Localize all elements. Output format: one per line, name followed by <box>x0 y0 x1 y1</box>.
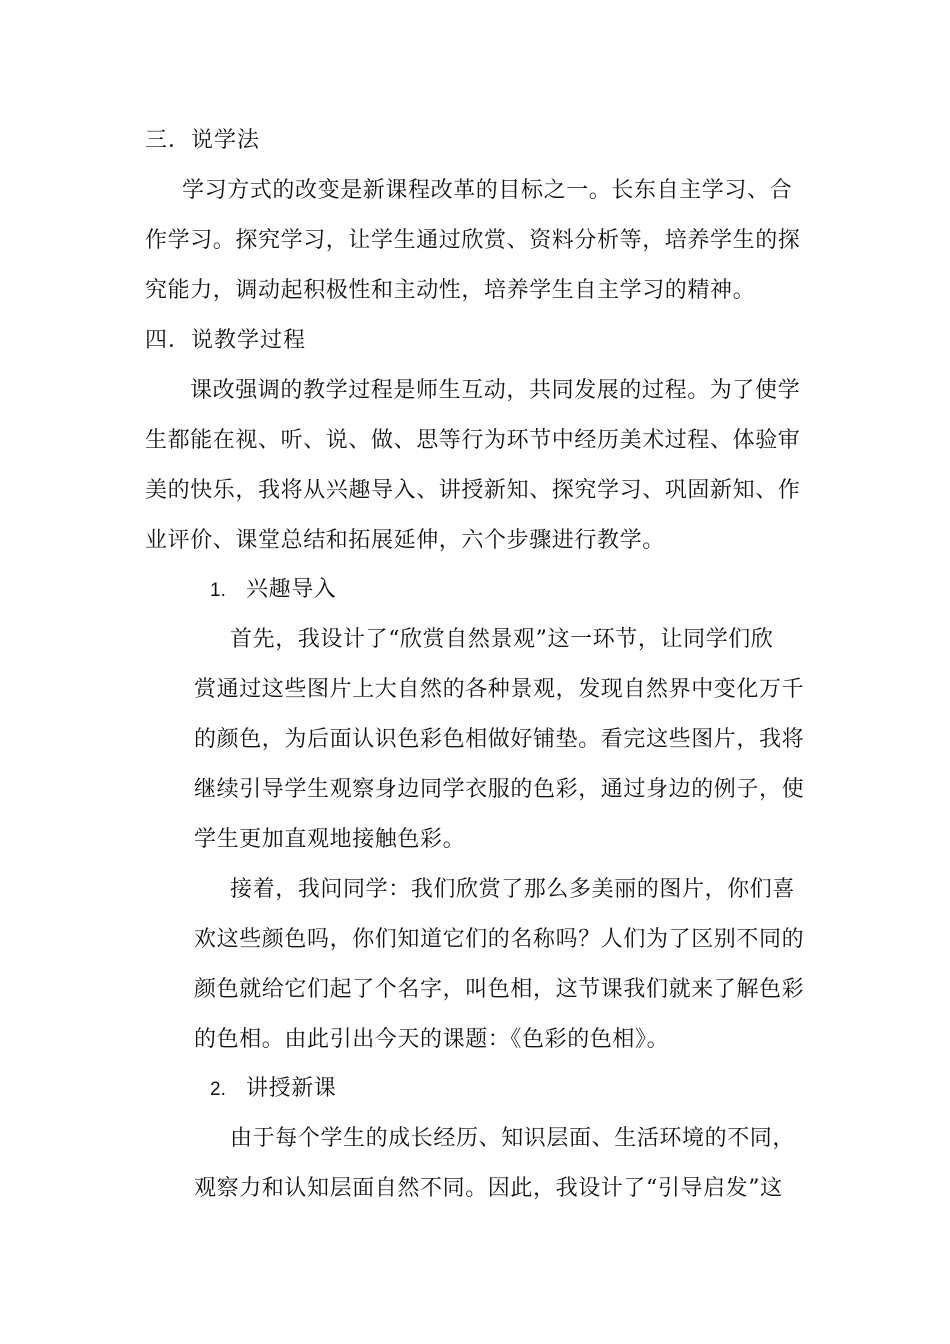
paragraph-line: 欢这些颜色吗，你们知道它们的名称吗？人们为了区别不同的 <box>194 927 805 952</box>
paragraph-line: 继续引导学生观察身边同学衣服的色彩，通过身边的例子，使 <box>194 777 805 802</box>
paragraph-line: 学习方式的改变是新课程改革的目标之一。长东自主学习、合 <box>182 178 793 203</box>
list-number: 2. <box>210 1079 226 1100</box>
paragraph-line: 究能力，调动起积极性和主动性，培养学生自主学习的精神。 <box>145 278 756 303</box>
paragraph-line: 美的快乐，我将从兴趣导入、讲授新知、探究学习、巩固新知、作 <box>145 478 801 503</box>
paragraph-line: 的颜色，为后面认识色彩色相做好铺垫。看完这些图片，我将 <box>194 727 805 752</box>
paragraph-line: 的色相。由此引出今天的课题：《色彩的色相》。 <box>194 1027 670 1052</box>
list-item-title: 讲授新课 <box>246 1076 337 1101</box>
paragraph-line: 业评价、课堂总结和拓展延伸，六个步骤进行教学。 <box>145 528 665 553</box>
paragraph-line: 课改强调的教学过程是师生互动，共同发展的过程。为了使学 <box>190 378 801 403</box>
paragraph-line: 首先，我设计了“欣赏自然景观”这一环节，让同学们欣 <box>230 627 774 652</box>
paragraph-line: 由于每个学生的成长经历、知识层面、生活环境的不同， <box>230 1126 796 1151</box>
list-item-title: 兴趣导入 <box>246 577 337 602</box>
paragraph-line: 作学习。探究学习，让学生通过欣赏、资料分析等，培养学生的探 <box>145 228 801 253</box>
paragraph-line: 赏通过这些图片上大自然的各种景观，发现自然界中变化万千 <box>194 677 805 702</box>
section-heading: 四．说教学过程 <box>145 328 307 353</box>
section-heading: 三．说学法 <box>145 128 261 153</box>
paragraph-line: 颜色就给它们起了个名字，叫色相，这节课我们就来了解色彩 <box>194 977 805 1002</box>
list-number: 1. <box>210 580 226 601</box>
paragraph-line: 接着，我问同学：我们欣赏了那么多美丽的图片，你们喜 <box>230 877 796 902</box>
paragraph-line: 生都能在视、听、说、做、思等行为环节中经历美术过程、体验审 <box>145 428 801 453</box>
paragraph-line: 学生更加直观地接触色彩。 <box>194 827 466 852</box>
paragraph-line: 观察力和认知层面自然不同。因此，我设计了“引导启发”这 <box>194 1176 783 1201</box>
